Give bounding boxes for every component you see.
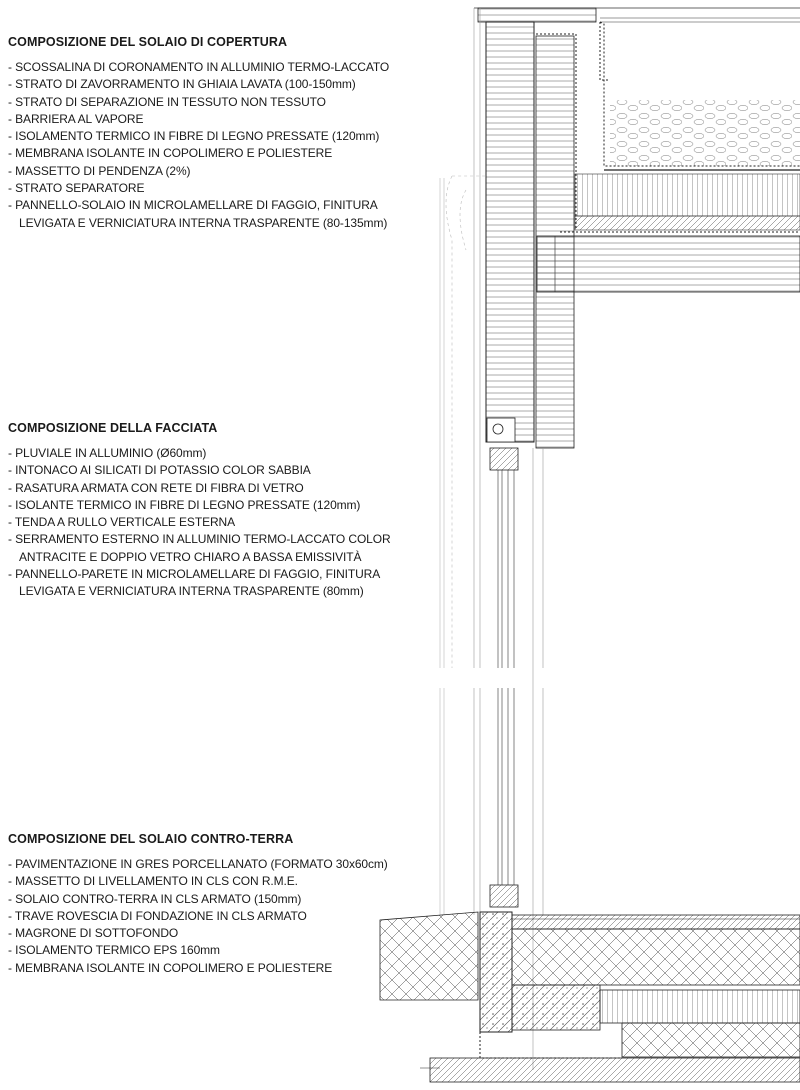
ground-slab-layer-item: - MEMBRANA ISOLANTE IN COPOLIMERO E POLIESTERE: [8, 960, 408, 977]
eps-insulation: [600, 990, 800, 1023]
wall-insulation: [486, 22, 534, 442]
floor-screed: [512, 915, 800, 929]
subbase: [622, 1023, 800, 1057]
window-frame-bottom: [490, 885, 518, 907]
window-frame-top: [490, 448, 518, 470]
facade-layer-item: - INTONACO AI SILICATI DI POTASSIO COLOR SABBIA: [8, 462, 408, 479]
ground-slab-composition-title: COMPOSIZIONE DEL SOLAIO CONTRO-TERRA: [8, 832, 294, 846]
roof-layer-item: - ISOLAMENTO TERMICO IN FIBRE DI LEGNO PRESSATE (120mm): [8, 128, 408, 145]
ground-slab-layer-item: - TRAVE ROVESCIA DI FONDAZIONE IN CLS ARMATO: [8, 908, 408, 925]
ground-slab-layer-item: - SOLAIO CONTRO-TERRA IN CLS ARMATO (150mm): [8, 891, 408, 908]
roof-layer-item: - BARRIERA AL VAPORE: [8, 111, 408, 128]
roof-layer-item: - SCOSSALINA DI CORONAMENTO IN ALLUMINIO TERMO-LACCATO: [8, 59, 408, 76]
roof-layer-item: - PANNELLO-SOLAIO IN MICROLAMELLARE DI FAGGIO, FINITURA LEVIGATA E VERNICIATURA INTERNA TRASPARENTE (80-135mm): [8, 197, 397, 232]
roof-composition-title: COMPOSIZIONE DEL SOLAIO DI COPERTURA: [8, 35, 288, 49]
ground-slab: [512, 929, 800, 985]
facade-layer-item: - PLUVIALE IN ALLUMINIO (Ø60mm): [8, 445, 408, 462]
roof-layer-item: - STRATO DI ZAVORRAMENTO IN GHIAIA LAVATA (100-150mm): [8, 76, 408, 93]
facade-assembly: [440, 8, 610, 1070]
ground-slab-assembly: [380, 912, 800, 1082]
facade-layer-item: - SERRAMENTO ESTERNO IN ALLUMINIO TERMO-LACCATO COLOR ANTRACITE E DOPPIO VETRO CHIARO A BASSA EMISSIVITÀ: [8, 531, 409, 566]
facade-composition-title: COMPOSIZIONE DELLA FACCIATA: [8, 421, 218, 435]
roof-layer-item: - MASSETTO DI PENDENZA (2%): [8, 163, 408, 180]
roller-blind-box: [487, 418, 515, 442]
ground-slab-layer-item: - PAVIMENTAZIONE IN GRES PORCELLANATO (FORMATO 30x60cm): [8, 856, 408, 873]
roof-layer-item: - STRATO DI SEPARAZIONE IN TESSUTO NON TESSUTO: [8, 94, 408, 111]
foundation-lean-concrete: [512, 985, 600, 1030]
lvl-wall-panel: [536, 36, 574, 448]
lvl-roof-panel: [537, 236, 800, 292]
facade-layer-item: - PANNELLO-PARETE IN MICROLAMELLARE DI FAGGIO, FINITURA LEVIGATA E VERNICIATURA INTERNA TRASPARENTE (80mm): [8, 566, 399, 601]
ground-slab-layer-item: - MAGRONE DI SOTTOFONDO: [8, 925, 408, 942]
ground-slab-layer-item: - MASSETTO DI LIVELLAMENTO IN CLS CON R.M.E.: [8, 873, 408, 890]
exterior-ground: [380, 912, 478, 1000]
facade-layer-item: - TENDA A RULLO VERTICALE ESTERNA: [8, 514, 408, 531]
gravel-ballast: [610, 100, 800, 166]
facade-layer-item: - ISOLANTE TERMICO IN FIBRE DI LEGNO PRESSATE (120mm): [8, 497, 408, 514]
foundation-beam: [480, 912, 512, 1032]
lean-concrete-base: [430, 1058, 800, 1082]
roof-layer-item: - MEMBRANA ISOLANTE IN COPOLIMERO E POLIESTERE: [8, 145, 408, 162]
facade-layer-item: - RASATURA ARMATA CON RETE DI FIBRA DI VETRO: [8, 480, 408, 497]
slope-screed: [575, 216, 800, 230]
parapet-cap: [478, 8, 596, 22]
roof-insulation: [575, 174, 800, 216]
roof-layer-item: - STRATO SEPARATORE: [8, 180, 408, 197]
ground-slab-layer-item: - ISOLAMENTO TERMICO EPS 160mm: [8, 942, 408, 959]
